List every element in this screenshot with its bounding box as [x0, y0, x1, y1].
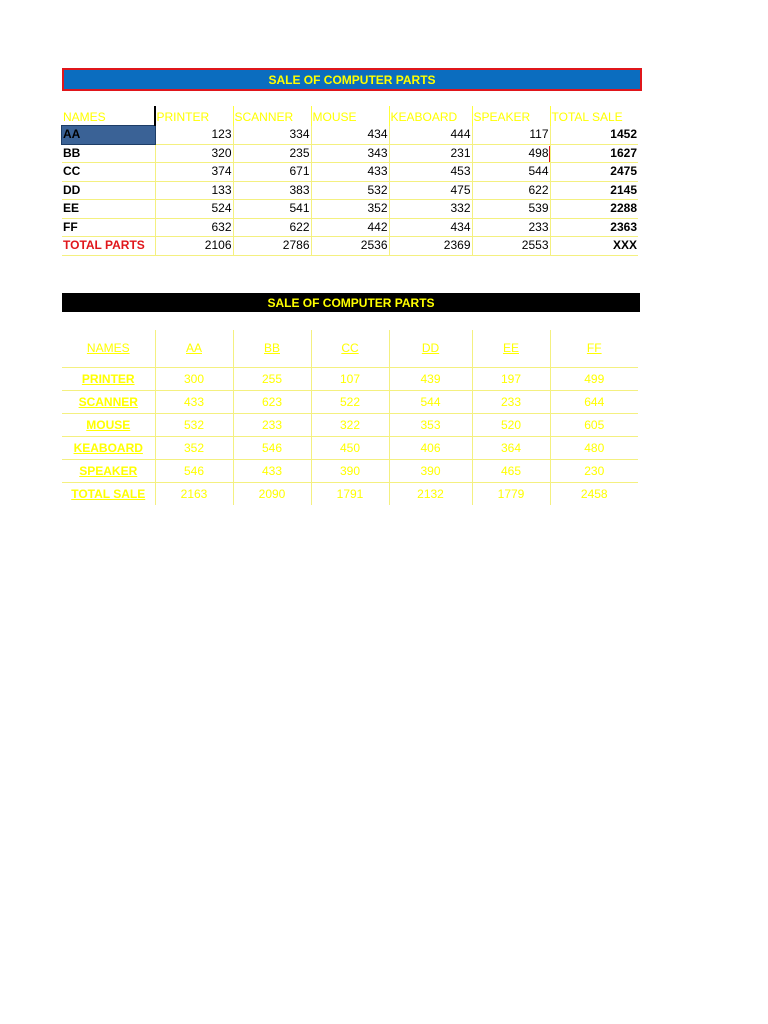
table2-cell[interactable]: 390 — [389, 460, 472, 483]
table1-cell[interactable]: 532 — [311, 181, 389, 200]
table1-cell[interactable]: 231 — [389, 144, 472, 163]
table2-header-ff[interactable]: FF — [550, 330, 638, 368]
table1-cell-name[interactable]: BB — [62, 144, 155, 163]
table1-header-total-sale[interactable]: TOTAL SALE — [550, 106, 638, 126]
table2-cell[interactable]: 107 — [311, 368, 389, 391]
table1-cell[interactable]: 434 — [311, 126, 389, 144]
table2-header-aa[interactable]: AA — [155, 330, 233, 368]
table1-cell-total[interactable]: 1627 — [550, 144, 638, 163]
table1-cell[interactable]: 544 — [472, 163, 550, 182]
table2-row — [62, 368, 638, 391]
table1-total-parts-label[interactable]: TOTAL PARTS — [62, 237, 155, 256]
table2-row-label[interactable]: PRINTER — [62, 368, 155, 391]
table1-row — [62, 218, 638, 237]
table1 — [62, 106, 638, 256]
table1-totals-row — [62, 237, 638, 256]
cell-cursor-marker — [154, 106, 156, 126]
table1-row — [62, 181, 638, 200]
table1-cell[interactable]: 541 — [233, 200, 311, 219]
table2-header-row — [62, 330, 638, 368]
table1-title[interactable]: SALE OF COMPUTER PARTS — [62, 68, 642, 91]
table1-cell[interactable]: 475 — [389, 181, 472, 200]
table2-total-cell[interactable]: 2090 — [233, 483, 311, 506]
table2-header-cc[interactable]: CC — [311, 330, 389, 368]
table2-cell[interactable]: 255 — [233, 368, 311, 391]
table1-cell[interactable]: 334 — [233, 126, 311, 144]
table1-cell[interactable]: 498 — [472, 144, 550, 163]
table1-row — [62, 126, 638, 144]
table1-header-scanner[interactable]: SCANNER — [233, 106, 311, 126]
table2-cell[interactable]: 390 — [311, 460, 389, 483]
table2-cell[interactable]: 433 — [155, 391, 233, 414]
table1-cell[interactable]: 622 — [472, 181, 550, 200]
table2-cell[interactable]: 465 — [472, 460, 550, 483]
table1-header-names[interactable]: NAMES — [63, 110, 106, 124]
table2-cell[interactable]: 546 — [233, 437, 311, 460]
table1-cell[interactable]: 442 — [311, 218, 389, 237]
table1-cell-name[interactable]: CC — [62, 163, 155, 182]
table2-total-cell[interactable]: 2132 — [389, 483, 472, 506]
red-cell-marker — [549, 146, 550, 162]
table1-cell-total[interactable]: 2475 — [550, 163, 638, 182]
table1-header-row — [62, 106, 638, 126]
table2-cell[interactable]: 544 — [389, 391, 472, 414]
table1-cell[interactable]: 123 — [155, 126, 233, 144]
table2-row — [62, 414, 638, 437]
table2-total-row — [62, 483, 638, 506]
table1-total-cell[interactable]: 2553 — [472, 237, 550, 256]
table1-cell-name[interactable]: DD — [62, 181, 155, 200]
table1-cell[interactable]: 524 — [155, 200, 233, 219]
table2-cell[interactable]: 450 — [311, 437, 389, 460]
table2-row-label[interactable]: MOUSE — [62, 414, 155, 437]
table1-cell-name[interactable]: FF — [62, 218, 155, 237]
table2-title[interactable]: SALE OF COMPUTER PARTS — [62, 293, 640, 312]
table2-header-bb[interactable]: BB — [233, 330, 311, 368]
table1-cell[interactable]: 332 — [389, 200, 472, 219]
table1-cell[interactable]: 235 — [233, 144, 311, 163]
table2-row — [62, 437, 638, 460]
table2-cell[interactable]: 197 — [472, 368, 550, 391]
table1-cell[interactable]: 133 — [155, 181, 233, 200]
table1-header-printer[interactable]: PRINTER — [155, 106, 233, 126]
table2-header-dd[interactable]: DD — [389, 330, 472, 368]
table2-cell[interactable]: 522 — [311, 391, 389, 414]
table1-header-speaker[interactable]: SPEAKER — [472, 106, 550, 126]
table1-cell[interactable]: 632 — [155, 218, 233, 237]
table2-cell[interactable]: 499 — [550, 368, 638, 391]
table1-cell[interactable]: 320 — [155, 144, 233, 163]
table2-cell[interactable]: 322 — [311, 414, 389, 437]
table1-cell[interactable]: 622 — [233, 218, 311, 237]
table1-cell[interactable]: 671 — [233, 163, 311, 182]
table2-cell[interactable]: 546 — [155, 460, 233, 483]
table1-total-cell[interactable]: 2536 — [311, 237, 389, 256]
table1-cell[interactable]: 352 — [311, 200, 389, 219]
table1-cell[interactable]: 343 — [311, 144, 389, 163]
table2-cell[interactable]: 230 — [550, 460, 638, 483]
table2-row-label[interactable]: KEABOARD — [62, 437, 155, 460]
table1-cell-total[interactable]: 2145 — [550, 181, 638, 200]
table2-cell[interactable]: 352 — [155, 437, 233, 460]
table2-cell[interactable]: 644 — [550, 391, 638, 414]
table1-row — [62, 200, 638, 219]
table2 — [62, 330, 638, 505]
table2-row-label[interactable]: SPEAKER — [62, 460, 155, 483]
table1-grand-total-cell[interactable]: XXX — [550, 237, 638, 256]
table2-cell[interactable]: 520 — [472, 414, 550, 437]
table1-cell[interactable]: 453 — [389, 163, 472, 182]
table1-header-mouse[interactable]: MOUSE — [311, 106, 389, 126]
table1-total-cell[interactable]: 2786 — [233, 237, 311, 256]
table1-cell-total[interactable]: 2363 — [550, 218, 638, 237]
table1-cell[interactable]: 374 — [155, 163, 233, 182]
table1-total-cell[interactable]: 2106 — [155, 237, 233, 256]
table2-cell[interactable]: 353 — [389, 414, 472, 437]
table1-cell[interactable]: 434 — [389, 218, 472, 237]
table1-cell-total[interactable]: 2288 — [550, 200, 638, 219]
table2-row — [62, 460, 638, 483]
table2-header-names[interactable]: NAMES — [62, 330, 155, 368]
table2-cell[interactable]: 532 — [155, 414, 233, 437]
table1-row — [62, 163, 638, 182]
table1-cell[interactable]: 444 — [389, 126, 472, 144]
table2-cell[interactable]: 623 — [233, 391, 311, 414]
table1-cell[interactable]: 539 — [472, 200, 550, 219]
table2-cell[interactable]: 300 — [155, 368, 233, 391]
table1-cell[interactable]: 117 — [472, 126, 550, 144]
table2-cell[interactable]: 480 — [550, 437, 638, 460]
table1-cell-name-selected[interactable]: AA — [62, 126, 155, 144]
table2-cell[interactable]: 233 — [233, 414, 311, 437]
table2-cell[interactable]: 233 — [472, 391, 550, 414]
table2-total-sale-label[interactable]: TOTAL SALE — [71, 487, 146, 501]
table2-cell[interactable]: 364 — [472, 437, 550, 460]
table1-cell-name[interactable]: EE — [62, 200, 155, 219]
table2-total-cell[interactable]: 2458 — [550, 483, 638, 506]
table1-header-keaboard[interactable]: KEABOARD — [389, 106, 472, 126]
table2-cell[interactable]: 439 — [389, 368, 472, 391]
table2-cell[interactable]: 433 — [233, 460, 311, 483]
table2-cell[interactable]: 605 — [550, 414, 638, 437]
table2-total-cell[interactable]: 1779 — [472, 483, 550, 506]
table2-row — [62, 391, 638, 414]
table1-cell-total[interactable]: 1452 — [550, 126, 638, 144]
table2-total-cell[interactable]: 2163 — [155, 483, 233, 506]
table2-total-cell[interactable]: 1791 — [311, 483, 389, 506]
table2-header-ee[interactable]: EE — [472, 330, 550, 368]
table2-row-label[interactable]: SCANNER — [62, 391, 155, 414]
table1-total-cell[interactable]: 2369 — [389, 237, 472, 256]
table1-cell[interactable]: 233 — [472, 218, 550, 237]
table2-cell[interactable]: 406 — [389, 437, 472, 460]
table1-row — [62, 144, 638, 163]
table1-cell[interactable]: 383 — [233, 181, 311, 200]
table1-cell[interactable]: 433 — [311, 163, 389, 182]
